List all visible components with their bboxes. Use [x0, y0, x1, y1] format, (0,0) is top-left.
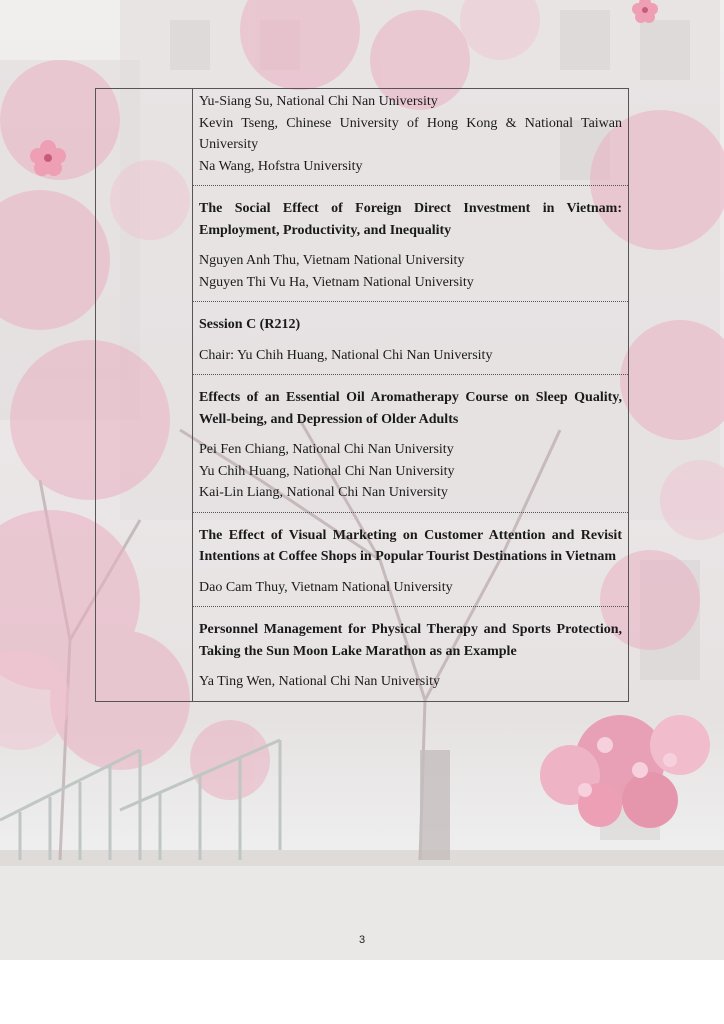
- author-line: Yu Chih Huang, National Chi Nan University: [199, 463, 455, 479]
- author-line: Nguyen Anh Thu, Vietnam National University: [199, 253, 465, 268]
- paper-title: The Effect of Visual Marketing on Customer Attention and Revisit Intentions at Coffee Shops in Popular Tourist Destinations in Vietnam: [199, 527, 622, 564]
- session-chair: Chair: Yu Chih Huang, National Chi Nan University: [199, 347, 493, 363]
- author-line: Kevin Tseng, Chinese University of Hong Kong & National Taiwan University: [199, 115, 622, 152]
- author-line: Kai-Lin Liang, National Chi Nan University: [199, 485, 448, 500]
- session-header: [193, 302, 628, 375]
- page-number: 3: [358, 934, 366, 946]
- time-column: [96, 89, 193, 702]
- program-entry: [193, 513, 628, 608]
- program-entry: [193, 607, 628, 701]
- author-line: Dao Cam Thuy, Vietnam National University: [199, 579, 453, 595]
- program-entry: [193, 186, 628, 302]
- author-line: Yu-Siang Su, National Chi Nan University: [199, 94, 438, 109]
- author-line: Ya Ting Wen, National Chi Nan University: [199, 674, 441, 689]
- paper-title: Personnel Management for Physical Therapy and Sports Protection, Taking the Sun Moon Lake Marathon as an Example: [199, 622, 622, 659]
- author-line: Na Wang, Hofstra University: [199, 158, 363, 174]
- small-blossom-top: [632, 0, 658, 23]
- program-table: [95, 88, 629, 702]
- author-line: Nguyen Thi Vu Ha, Vietnam National University: [199, 274, 474, 290]
- program-entry: [193, 375, 628, 513]
- paper-title: Effects of an Essential Oil Aromatherapy Course on Sleep Quality, Well-being, and Depression of Older Adults: [199, 390, 622, 427]
- blossom-flowers: [540, 715, 710, 828]
- session-title: Session C (R212): [199, 317, 301, 332]
- program-entry: [193, 89, 628, 186]
- paper-title: The Social Effect of Foreign Direct Investment in Vietnam: Employment, Productivity, and Inequality: [199, 201, 622, 238]
- author-line: Pei Fen Chiang, National Chi Nan University: [199, 442, 454, 457]
- content-column: [193, 89, 629, 702]
